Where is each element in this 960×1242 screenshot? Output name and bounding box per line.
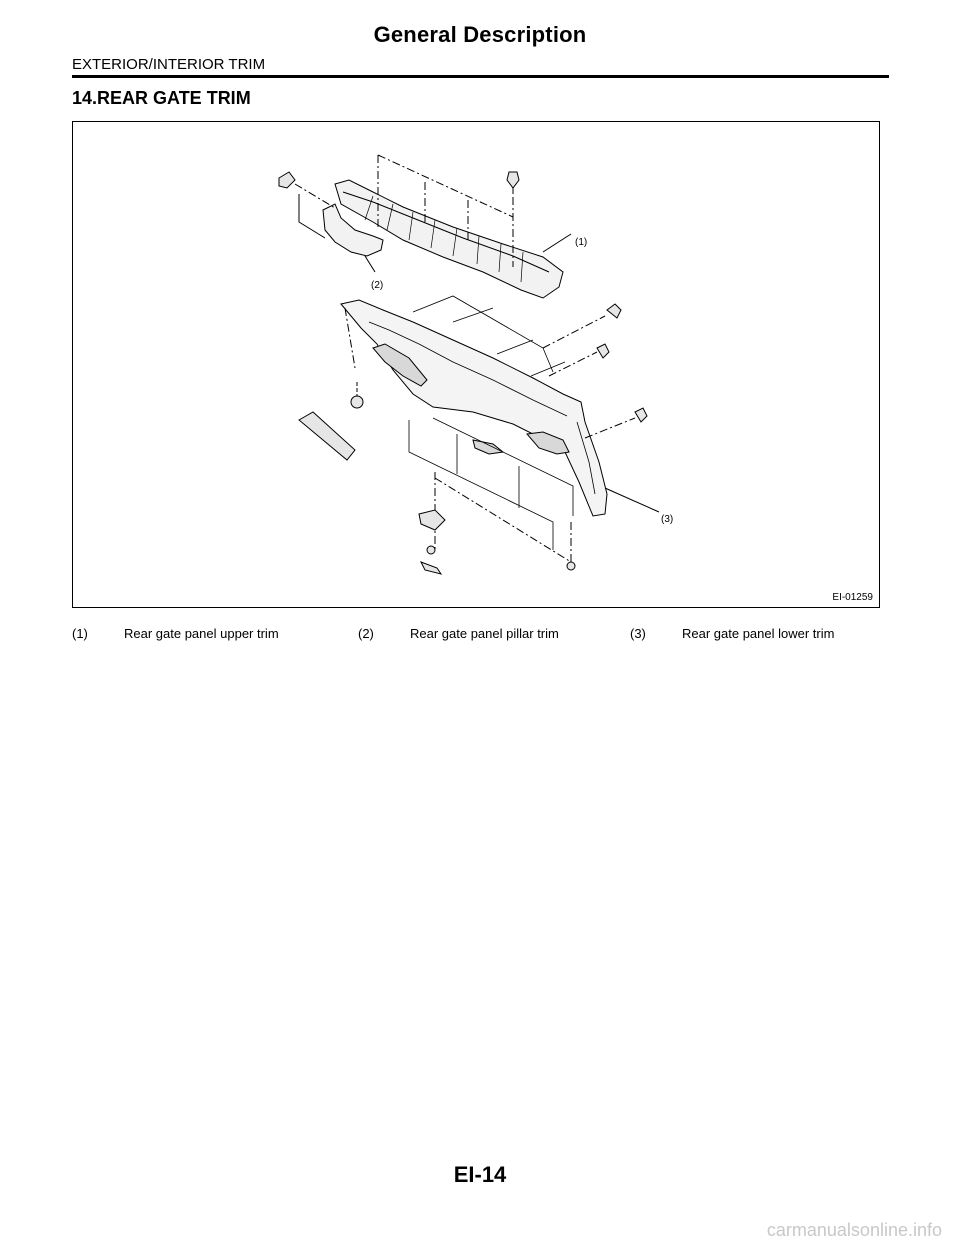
legend-item — [358, 626, 559, 641]
legend-text: Rear gate panel pillar trim — [410, 626, 559, 641]
callout-3: (3) — [661, 514, 674, 525]
legend-item — [630, 626, 834, 641]
figure-id: EI-01259 — [832, 592, 873, 603]
legend-item — [72, 626, 279, 641]
exploded-view-figure — [72, 121, 880, 608]
header-rule — [72, 75, 889, 78]
legend-text: Rear gate panel lower trim — [682, 626, 835, 641]
page-title: General Description — [373, 22, 587, 47]
page-number: EI-14 — [453, 1162, 507, 1187]
legend-number: (1) — [72, 626, 88, 641]
legend-number: (3) — [630, 626, 646, 641]
legend-number: (2) — [358, 626, 374, 641]
callout-1: (1) — [575, 237, 588, 248]
callout-2: (2) — [371, 280, 384, 291]
section-heading: 14.REAR GATE TRIM — [72, 88, 251, 108]
legend-text: Rear gate panel upper trim — [124, 626, 279, 641]
section-label: EXTERIOR/INTERIOR TRIM — [72, 56, 266, 73]
watermark: carmanualsonline.info — [766, 1220, 942, 1240]
exploded-view-drawing — [73, 122, 879, 607]
